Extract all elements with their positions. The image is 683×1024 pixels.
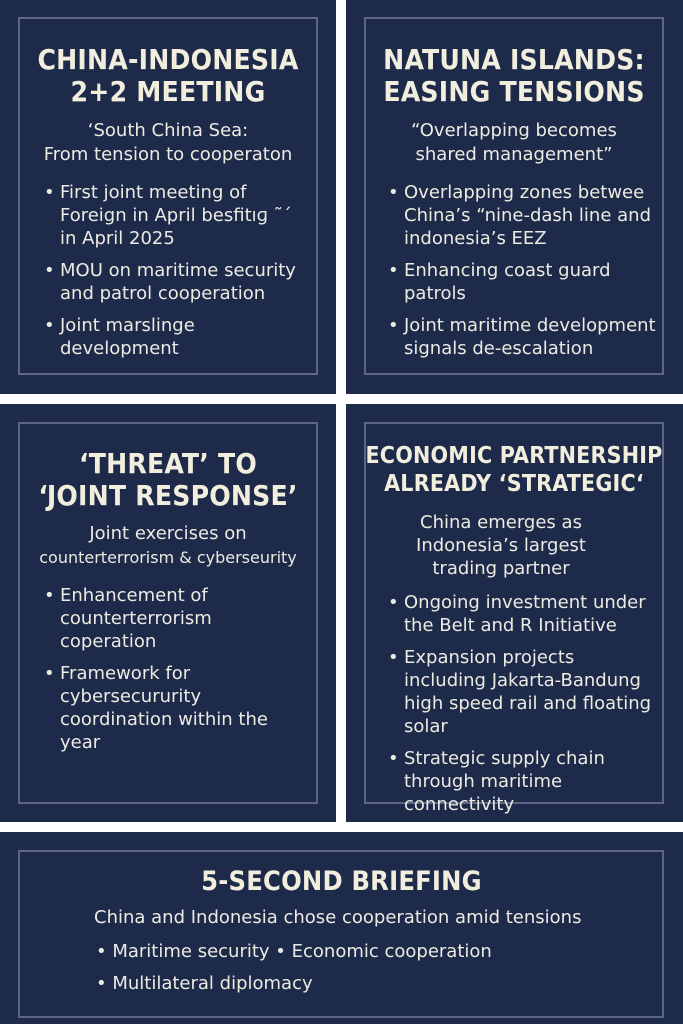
subtitle-line2: Indonesia’s largest: [416, 535, 586, 556]
panel-title: [18, 448, 318, 512]
list-item: • Enhancing coast guard patrols: [388, 259, 658, 305]
subtitle-line2: counterterrorism & cyberseurity: [39, 548, 297, 567]
list-item: • Enhancement of counterterrorism coperation: [44, 584, 306, 653]
subtitle-line2: shared management”: [415, 144, 613, 165]
panel-subtitle: [18, 522, 318, 570]
panel-title: [356, 442, 672, 498]
briefing-title: 5-SECOND BRIEFING: [201, 866, 482, 897]
subtitle-line3: trading partner: [432, 558, 570, 579]
subtitle-line2: From tension to cooperaton: [43, 144, 293, 165]
list-item: • First joint meeting of Foreign in April besfitıɡ ˜´ in April 2025: [44, 181, 304, 250]
list-item: • Joint marslinge development: [44, 314, 304, 360]
panel-china-indonesia: [0, 0, 336, 394]
bullet-multilateral-diplomacy: Multilateral diplomacy: [112, 973, 313, 994]
panel-title-line2: ‘JOINT RESPONSE’: [38, 479, 298, 512]
panel-natuna: [346, 0, 683, 394]
list-item: • Overlapping zones betwee China’s “nine-dash line and indonesia’s EEZ: [388, 181, 658, 250]
list-item: • Joint maritime development signals de-escalation: [388, 314, 658, 360]
subtitle-line1: China emerges as: [420, 512, 582, 533]
panel-title-line2: EASING TENSIONS: [383, 75, 645, 108]
briefing-bullet-row2: [96, 972, 656, 996]
panel-subtitle: [18, 119, 318, 167]
bullet-glyph: •: [96, 941, 113, 962]
bullet-glyph: •: [269, 941, 292, 962]
bullet-glyph: •: [96, 973, 113, 994]
list-item: • Framework for cybersecururity coordination within the year: [44, 662, 306, 754]
list-item: • MOU on maritime security and patrol cooperation: [44, 259, 304, 305]
list-item: • Ongoing investment under the Belt and R Initiative: [388, 591, 660, 637]
panel-title-line1: ‘THREAT’ TO: [78, 447, 258, 480]
bullet-list: [388, 181, 658, 369]
bullet-economic-cooperation: Economic cooperation: [291, 941, 492, 962]
panel-threat: [0, 404, 336, 822]
panel-title-line1: NATUNA ISLANDS:: [383, 43, 645, 76]
bullet-list: [388, 591, 660, 825]
panel-briefing: [0, 832, 683, 1024]
panel-title: [364, 44, 664, 108]
panel-title-line2: 2+2 MEETING: [70, 75, 266, 108]
subtitle-line1: ‘South China Sea:: [87, 120, 249, 141]
bullet-list: [44, 181, 304, 369]
subtitle-line1: Joint exercises on: [89, 523, 247, 544]
briefing-summary: China and Indonesia chose cooperation amid tensions: [94, 907, 582, 928]
panel-subtitle: [364, 119, 664, 167]
briefing-bullets-row: [96, 940, 656, 964]
panel-title: [18, 44, 318, 108]
panel-title-line1: CHINA-INDONESIA: [37, 43, 299, 76]
bullet-maritime-security: Maritime security: [112, 941, 270, 962]
bullet-list: [44, 584, 306, 763]
panel-economic: [346, 404, 683, 822]
panel-title-line1: ECONOMIC PARTNERSHIP: [365, 443, 663, 469]
subtitle-line1: “Overlapping becomes: [411, 120, 617, 141]
list-item: • Strategic supply chain through maritime connectivity: [388, 747, 660, 816]
panel-subtitle: [346, 511, 656, 580]
list-item: • Expansion projects including Jakarta-Bandung high speed rail and floating solar: [388, 646, 660, 738]
panel-title-line2: ALREADY ‘STRATEGIC‘: [384, 471, 644, 497]
